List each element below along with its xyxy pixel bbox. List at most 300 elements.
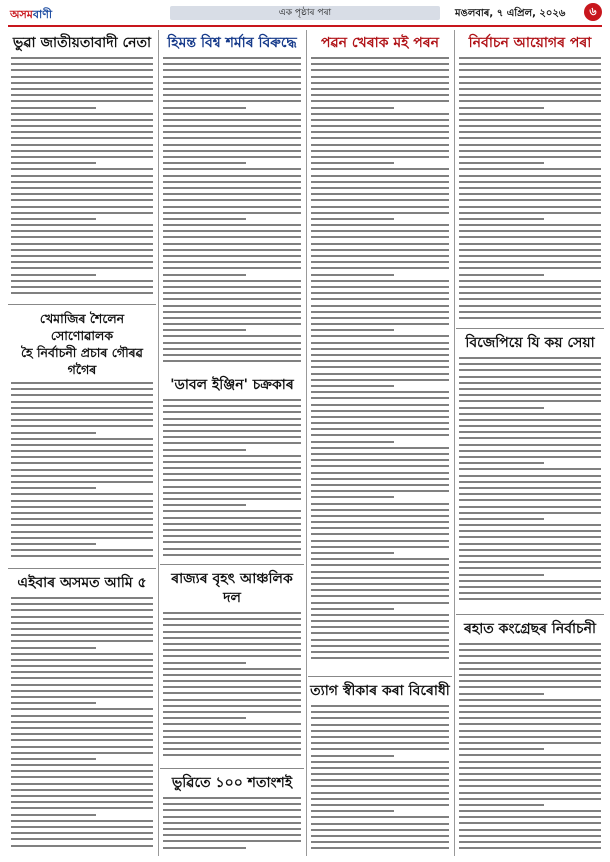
text-line [11,107,96,109]
text-line [459,835,601,837]
text-line [11,150,153,152]
text-line [311,206,449,208]
text-line [11,407,153,409]
text-line [459,468,601,470]
text-line [11,419,153,421]
text-line [311,540,449,542]
masthead-part2: বাণী [32,8,53,21]
text-line [459,662,601,664]
text-line [311,107,394,109]
text-line [311,274,394,276]
text-line [311,804,449,806]
text-line [311,614,449,616]
text-line [11,628,153,630]
text-line [11,388,153,390]
text-line [163,249,301,251]
header-rule [8,25,602,27]
text-line [459,236,601,238]
text-line [459,655,601,657]
text-line [11,131,153,133]
article-body [163,612,301,756]
text-line [163,618,301,620]
text-line [459,723,601,725]
text-line [163,94,301,96]
text-line [163,193,301,195]
text-line [459,292,601,294]
text-line [459,816,601,818]
text-line [163,411,301,413]
text-line [163,840,301,842]
text-line [311,785,449,787]
text-line [459,187,601,189]
text-line [11,518,153,520]
text-line [311,137,449,139]
text-line [163,323,301,325]
text-line [11,640,153,642]
text-line [11,156,153,158]
text-line [11,500,153,502]
text-line [163,236,301,238]
text-line [311,113,449,115]
text-line [311,589,449,591]
text-line [163,107,246,109]
text-line [311,564,449,566]
text-line [311,311,449,313]
article-title: এইবাৰ অসমত আমি ৫ [17,575,147,591]
text-line [311,841,449,843]
text-line [459,413,601,415]
text-line [459,785,601,787]
text-line [163,329,246,331]
page-header [0,0,610,24]
text-line [11,746,153,748]
text-line [163,424,301,426]
text-line [459,382,601,384]
text-line [311,465,449,467]
text-line [11,733,153,735]
text-line [163,286,301,288]
text-line [11,144,153,146]
article-a3 [308,30,452,670]
text-line [11,832,153,834]
text-line [459,699,601,701]
text-line [459,311,601,313]
text-line [11,826,153,828]
text-line [11,274,96,276]
text-line [459,561,601,563]
text-line [11,425,153,427]
text-line [459,249,601,251]
text-line [163,354,301,356]
text-line [11,622,153,624]
text-line [163,69,301,71]
text-line [11,181,153,183]
text-line [11,187,153,189]
text-line [311,329,394,331]
text-line [311,82,449,84]
text-line [311,366,449,368]
text-line [459,822,601,824]
article-a2 [160,30,304,372]
text-line [163,548,301,550]
text-line [311,187,449,189]
text-line [311,168,449,170]
text-line [311,595,449,597]
text-line [459,162,544,164]
text-line [163,436,301,438]
text-line [163,711,301,713]
text-line [11,665,153,667]
article-a11 [8,306,156,566]
text-line [163,680,301,682]
text-line [163,168,301,170]
section-rule [456,328,604,329]
text-line [311,144,449,146]
text-line [163,797,301,799]
text-line [459,76,601,78]
text-line [11,549,153,551]
column-rule [158,30,159,856]
text-line [459,280,601,282]
text-line [11,255,153,257]
text-line [459,376,601,378]
text-line [163,736,301,738]
article-title: নিৰ্বাচন আয়োগৰ পৰা [468,35,592,51]
text-line [459,394,601,396]
text-line [11,413,153,415]
text-line [311,571,449,573]
text-line [311,792,449,794]
text-line [11,690,153,692]
text-line [311,810,394,812]
text-line [459,680,601,682]
text-line [311,755,394,757]
text-line [163,342,301,344]
text-line [163,57,301,59]
article-a1 [8,30,156,302]
text-line [163,181,301,183]
text-line [311,410,449,412]
text-line [311,441,394,443]
text-line [311,835,449,837]
text-line [163,131,301,133]
text-line [163,212,301,214]
text-line [11,801,153,803]
text-line [311,199,449,201]
text-line [163,742,301,744]
text-line [11,475,153,477]
text-line [11,727,153,729]
text-line [163,267,301,269]
text-line [311,748,449,750]
column-rule [454,30,455,856]
text-line [459,261,601,263]
text-line [459,119,601,121]
text-line [311,230,449,232]
text-line [311,577,449,579]
text-line [459,100,601,102]
text-line [311,236,449,238]
text-line [11,506,153,508]
article-body [11,597,153,847]
text-line [459,792,601,794]
text-line [311,503,449,505]
text-line [163,754,301,756]
text-line [11,481,153,483]
text-line [163,504,246,506]
section-rule [160,768,304,769]
text-line [311,583,449,585]
text-line [311,422,449,424]
text-line [163,498,301,500]
text-line [163,649,301,651]
text-line [11,218,96,220]
text-line [311,360,449,362]
text-line [311,651,449,653]
text-line [163,206,301,208]
text-line [163,360,301,362]
text-line [311,150,449,152]
text-line [459,499,601,501]
text-line [311,162,394,164]
text-line [459,555,601,557]
text-line [311,626,449,628]
text-line [459,649,601,651]
text-line [311,533,449,535]
text-line [311,847,449,849]
text-line [11,286,153,288]
text-line [459,63,601,65]
text-line [11,820,153,822]
text-line [11,524,153,526]
article-body [163,57,301,362]
text-line [311,94,449,96]
text-line [163,479,301,481]
text-line [311,131,449,133]
text-line [311,255,449,257]
text-line [163,348,301,350]
text-line [459,230,601,232]
text-line [163,473,301,475]
text-line [163,822,301,824]
text-line [459,580,601,582]
text-line [11,292,153,294]
text-line [459,437,601,439]
text-line [11,199,153,201]
text-line [11,647,96,649]
text-line [11,162,96,164]
text-line [311,773,449,775]
article-title: ভুৱা জাতীয়তাবাদী নেতা [12,35,152,51]
text-line [11,597,153,599]
text-line [459,144,601,146]
text-line [311,181,449,183]
text-line [311,57,449,59]
section-rule [8,304,156,305]
article-title: 'ডাবল ইঞ্জিন' চক্ৰকাৰ [170,377,294,393]
text-line [459,444,601,446]
text-line [311,730,449,732]
text-line [11,715,153,717]
text-line [11,493,153,495]
text-line [311,342,449,344]
text-line [459,255,601,257]
text-line [11,88,153,90]
text-line [459,711,601,713]
text-line [311,156,449,158]
text-line [311,521,449,523]
text-line [459,150,601,152]
text-line [459,798,601,800]
text-line [311,711,449,713]
text-line [459,450,601,452]
text-line [163,63,301,65]
article-title: ৰাজ্যৰ বৃহৎ আঞ্চলিক দল [171,571,293,606]
text-line [311,724,449,726]
text-line [311,224,449,226]
text-line [11,708,153,710]
text-line [459,773,601,775]
text-line [163,335,301,337]
article-body [163,797,301,849]
article-body [311,705,449,849]
text-line [311,175,449,177]
text-line [459,493,601,495]
article-body [459,57,601,319]
text-line [11,125,153,127]
text-line [311,193,449,195]
text-line [459,94,601,96]
text-line [11,462,153,464]
text-line [311,212,449,214]
article-body [163,399,301,556]
text-line [163,655,301,657]
text-line [163,230,301,232]
text-line [311,63,449,65]
text-line [11,432,96,434]
text-line [163,199,301,201]
text-line [311,705,449,707]
text-line [459,462,544,464]
text-line [311,292,449,294]
text-line [11,236,153,238]
text-line [11,659,153,661]
text-line [459,586,601,588]
text-line [311,434,449,436]
text-line [311,736,449,738]
text-line [459,543,601,545]
text-line [11,814,96,816]
text-line [459,125,601,127]
text-line [311,348,449,350]
article-a4 [456,30,604,326]
text-line [311,249,449,251]
text-line [163,292,301,294]
text-line [459,761,601,763]
text-line [311,379,449,381]
text-line [459,536,601,538]
text-line [163,224,301,226]
text-line [459,317,601,319]
text-line [459,199,601,201]
text-line [459,181,601,183]
text-line [459,736,601,738]
text-line [11,212,153,214]
text-line [163,187,301,189]
text-line [459,524,601,526]
text-line [163,486,301,488]
text-line [163,162,246,164]
text-line [459,748,544,750]
text-line [459,487,601,489]
article-a9 [308,678,452,858]
text-line [163,699,301,701]
text-line [311,717,449,719]
text-line [163,156,301,158]
text-line [163,467,301,469]
text-line [163,137,301,139]
text-line [459,113,601,115]
text-line [311,100,449,102]
text-line [459,305,601,307]
text-line [163,76,301,78]
text-line [459,274,544,276]
text-line [163,816,301,818]
text-line [311,515,449,517]
text-line [459,298,601,300]
text-line [11,739,153,741]
text-line [311,335,449,337]
text-line [163,492,301,494]
text-line [163,674,301,676]
text-line [163,298,301,300]
text-line [311,546,449,548]
text-line [11,702,96,704]
text-line [311,816,449,818]
article-body [11,382,153,557]
text-line [311,286,449,288]
text-line [459,369,601,371]
text-line [11,783,153,785]
text-line [163,834,301,836]
text-line [163,455,301,457]
text-line [163,554,301,556]
text-line [459,425,601,427]
text-line [11,758,96,760]
article-title: ৰহাত কংগ্ৰেছৰ নিৰ্বাচনী [464,621,596,637]
text-line [11,845,153,847]
text-line [311,447,449,449]
text-line [11,696,153,698]
text-line [459,206,601,208]
text-line [459,512,601,514]
text-line [311,742,449,744]
text-line [311,280,449,282]
text-line [311,472,449,474]
text-line [11,537,153,539]
text-line [459,388,601,390]
text-line [459,530,601,532]
text-line [163,399,301,401]
text-line [163,668,301,670]
text-line [459,506,601,508]
text-line [11,76,153,78]
text-line [163,612,301,614]
article-a5 [456,330,604,612]
text-line [311,459,449,461]
text-line [11,438,153,440]
text-line [311,608,394,610]
